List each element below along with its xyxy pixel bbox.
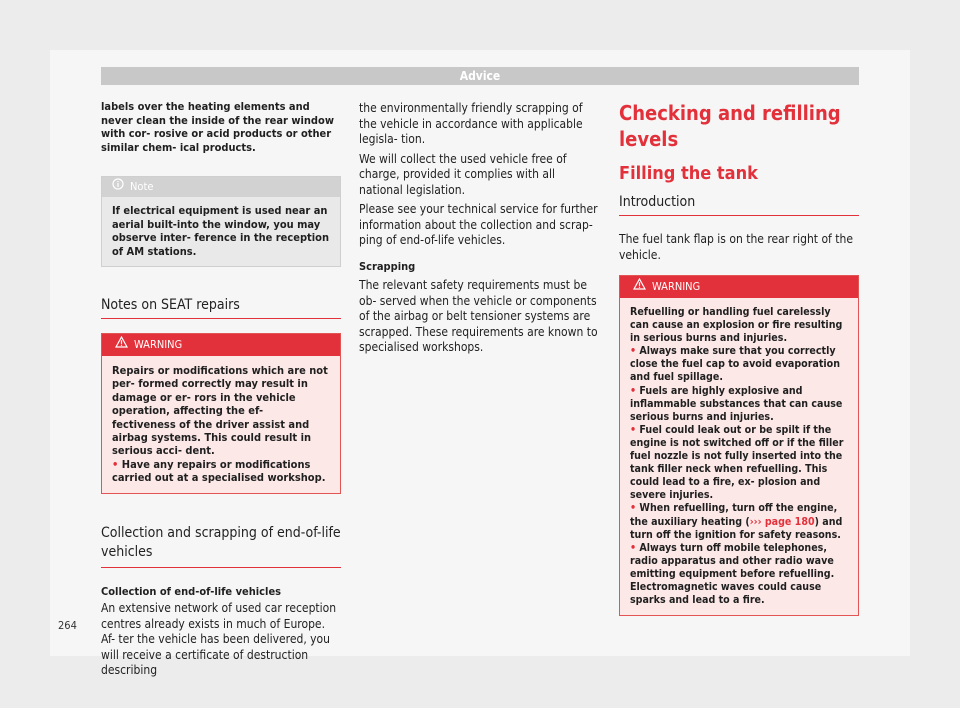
warning-bullet-text-pre: When refuelling, turn off the engine, the auxiliary heating ( [630,502,838,528]
introduction-heading: Introduction [619,194,859,216]
repairs-warning-box [101,333,341,494]
intro-text: The fuel tank flap is on the rear right of the vehicle. [619,232,853,262]
column-right [619,100,859,616]
warning-bullet [630,385,848,424]
warning-bullet-text: Always make sure that you correctly close the fuel cap to avoid evaporation and fuel spillage. [630,345,841,384]
warning-bullet [630,502,848,541]
warning-bullet-text: Fuels are highly explosive and inflammable substances that can cause serious burns and injuries. [630,384,843,423]
chapter-header: Advice [101,67,859,85]
warning-bullet-text: Have any repairs or modifications carried out at a specialised workshop. [112,457,326,485]
page-180-link[interactable]: ››› page 180 [749,515,815,528]
main-heading: Checking and refilling levels [619,101,841,151]
paragraph-2: We will collect the used vehicle free of charge, provided it complies with all national legislation. [359,151,567,197]
warning-lead: Refuelling or handling fuel carelessly can cause an explosion or fire resulting in serious burns and injuries. [630,306,843,345]
paragraph-3: Please see your technical service for further information about the collection and scrap- ping of end-of-life vehicles. [359,202,598,247]
warning-body [620,298,858,615]
warning-text: Repairs or modifications which are not per- formed correctly may result in damage or er- rors in the vehicle operation, affecting the ef- fectiveness of the driver assist and airbag systems. This could result in serious acci- dent. [112,364,328,458]
warning-bullet [630,345,848,384]
intro-text: labels over the heating elements and never clean the inside of the rear window with cor- rosive or acid products or other similar chem- ical products. [101,100,334,154]
info-icon [112,177,124,197]
warning-bullet-text: Always turn off mobile telephones, radio apparatus and other radio wave emitting equipment before refuelling. Electromagnetic waves could cause sparks and lead to a fire. [630,541,835,607]
paragraph-1: the environmentally friendly scrapping of the vehicle in accordance with applicable legisla- tion. [359,101,583,146]
column-middle [359,101,602,356]
warning-header [102,334,340,356]
bullet-icon: • [112,457,122,471]
note-header [102,177,340,197]
warning-bullet-text: Fuel could leak out or be spilt if the engine is not switched off or if the filler fuel nozzle is not fully inserted into the tank filler neck when refuelling. This could lead to a fire, ex- plosion and severe injuries. [630,423,844,502]
warning-triangle-icon [633,276,646,298]
repairs-heading: Notes on SEAT repairs [101,297,341,319]
warning-bullet [630,424,848,503]
note-box [101,176,341,267]
collection-text: An extensive network of used car reception centres already exists in much of Europe. Af- ter the vehicle has been delivered, you will receive a certificate of destruction describing [101,601,337,678]
bullet-icon: • [630,502,640,515]
warning-body [102,356,340,493]
warning-bullet [112,458,330,485]
note-label: Note [130,180,154,193]
warning-bullet-text-post: ) and turn off the ignition for safety reasons. [630,515,843,541]
page-number: 264 [58,619,77,632]
warning-triangle-icon [115,334,128,356]
bullet-icon: • [630,345,640,358]
collection-subheading: Collection of end-of-life vehicles [101,584,282,598]
note-body: If electrical equipment is used near an aerial built-into the window, you may observe inter- ference in the reception of AM stations. [112,204,330,258]
scrapping-heading: Scrapping [359,259,416,273]
bullet-icon: • [630,423,640,436]
warning-label: WARNING [134,338,183,351]
column-left [101,100,341,679]
warning-bullet [630,542,848,607]
collection-heading: Collection and scrapping of end-of-life vehicles [101,524,341,568]
fuel-warning-box [619,275,859,616]
bullet-icon: • [630,541,640,554]
warning-header [620,276,858,298]
section-heading: Filling the tank [619,163,758,184]
warning-label: WARNING [652,280,701,293]
paragraph-4: The relevant safety requirements must be ob- served when the vehicle or components of the airbag or belt tensioner systems are scrapped. These requirements are known to specialised workshops. [359,278,598,354]
bullet-icon: • [630,384,640,397]
